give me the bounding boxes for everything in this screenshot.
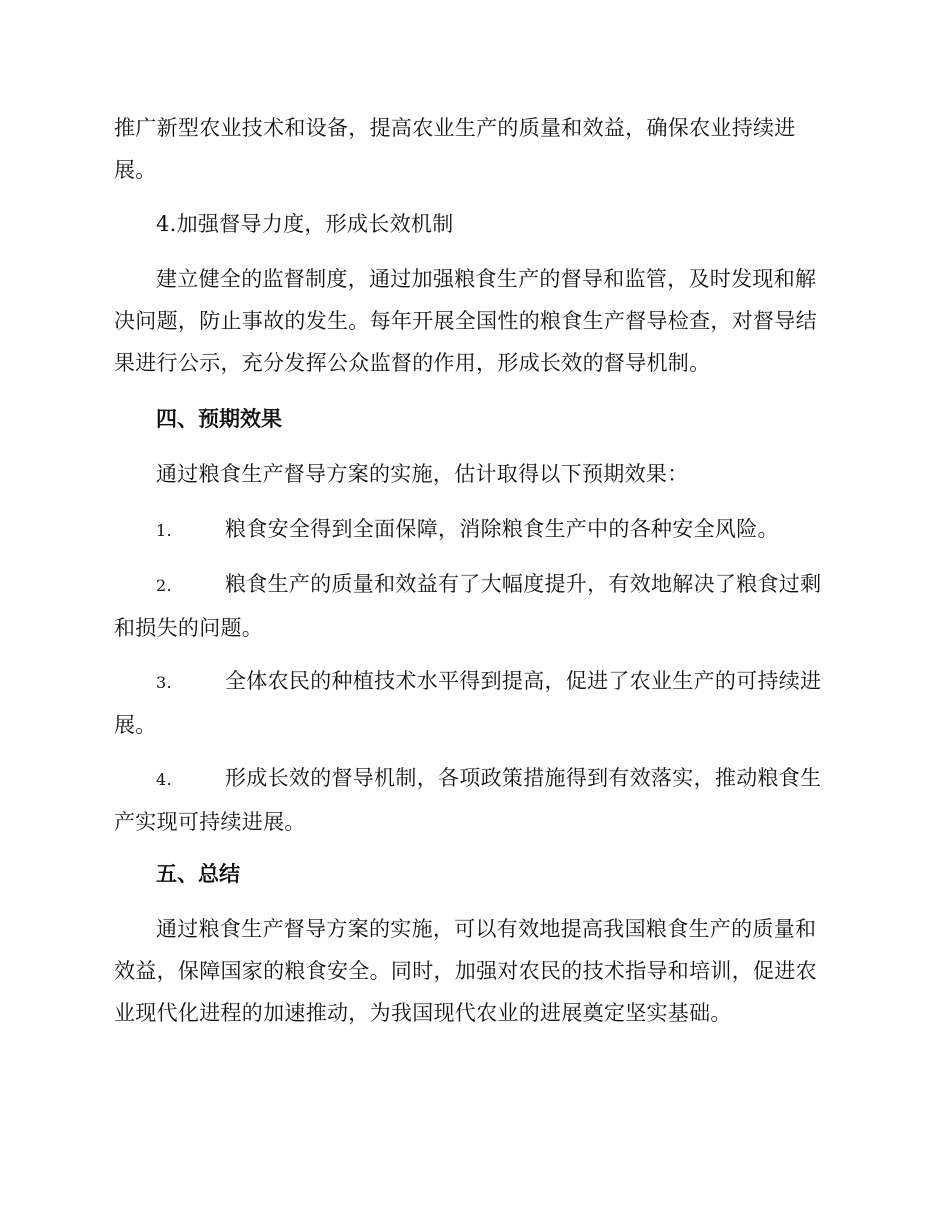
paragraph-supervision-system: 建立健全的监督制度，通过加强粮食生产的督导和监管，及时发现和解决问题，防止事故的发生。每年开展全国性的粮食生产督导检查，对督导结果进行公示，充分发挥公众监督的作用，形成长效的督导机制。 bbox=[114, 267, 817, 375]
list-item bbox=[114, 660, 836, 746]
paragraph-summary: 通过粮食生产督导方案的实施，可以有效地提高我国粮食生产的质量和效益，保障国家的粮食安全。同时，加强对农民的技术指导和培训，促进农业现代化进程的加速推动，为我国现代农业的进展奠定坚实基础。 bbox=[114, 917, 817, 1025]
list-number: 4. bbox=[156, 770, 172, 789]
section-heading-expected-effects: 四、预期效果 bbox=[156, 406, 282, 431]
list-number: 2. bbox=[156, 576, 172, 595]
list-item bbox=[114, 757, 836, 843]
subheading-strengthen-supervision: 4.加强督导力度，形成长效机制 bbox=[156, 212, 454, 236]
list-item bbox=[114, 508, 836, 552]
list-text: 全体农民的种植技术水平得到提高，促进了农业生产的可持续进展。 bbox=[114, 669, 822, 737]
section-heading-summary: 五、总结 bbox=[156, 861, 240, 886]
list-item bbox=[114, 563, 836, 649]
list-text: 粮食生产的质量和效益有了大幅度提升，有效地解决了粮食过剩和损失的问题。 bbox=[114, 572, 822, 640]
list-text: 形成长效的督导机制，各项政策措施得到有效落实，推动粮食生产实现可持续进展。 bbox=[114, 766, 822, 834]
list-number: 3. bbox=[156, 673, 172, 692]
paragraph-continuation: 推广新型农业技术和设备，提高农业生产的质量和效益，确保农业持续进展。 bbox=[114, 116, 796, 182]
list-text: 粮食安全得到全面保障，消除粮食生产中的各种安全风险。 bbox=[225, 517, 779, 541]
list-number: 1. bbox=[156, 521, 172, 540]
paragraph-expected-effects-intro: 通过粮食生产督导方案的实施，估计取得以下预期效果： bbox=[156, 462, 689, 486]
